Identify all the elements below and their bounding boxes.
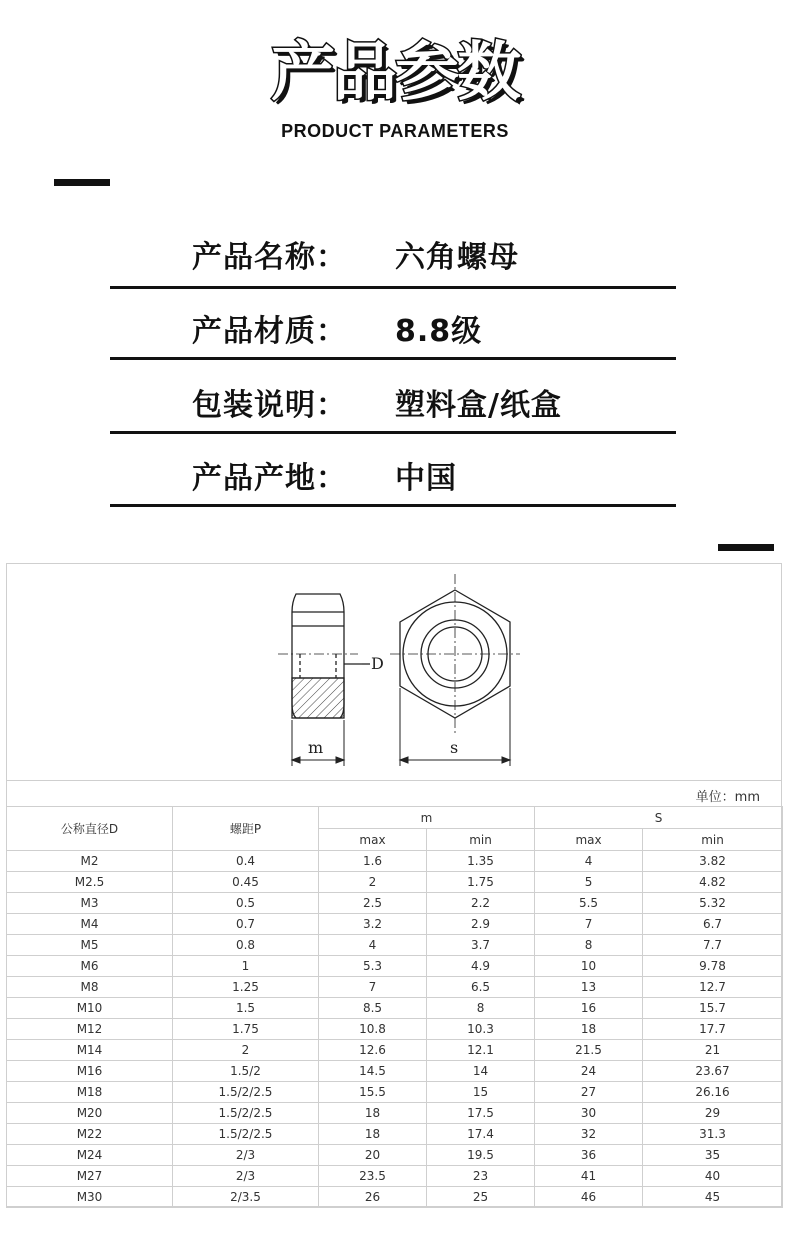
decorative-bar-right [718,544,774,551]
table-cell: 32 [535,1124,643,1145]
table-row [7,977,783,998]
sub-header-s-min: min [643,829,783,851]
table-cell: 3.2 [319,914,427,935]
page-title: 产品参数 [271,36,519,110]
table-cell: 8 [427,998,535,1019]
table-cell: 8.5 [319,998,427,1019]
table-cell: M2 [7,851,173,872]
table-cell: 15.7 [643,998,783,1019]
table-cell: M3 [7,893,173,914]
table-cell: 1.25 [173,977,319,998]
table-cell: 10.8 [319,1019,427,1040]
table-row [7,1124,783,1145]
table-cell: 29 [643,1103,783,1124]
table-cell: 0.7 [173,914,319,935]
table-cell: M5 [7,935,173,956]
param-row-material [110,290,676,360]
table-row [7,872,783,893]
table-cell: 17.5 [427,1103,535,1124]
table-cell: 5 [535,872,643,893]
param-value: 塑料盒/纸盒 [395,388,562,423]
label-m: m [308,738,324,757]
col-header-m: m [319,807,535,829]
table-cell: 0.8 [173,935,319,956]
table-cell: 12.7 [643,977,783,998]
table-cell: 3.82 [643,851,783,872]
param-row-name [110,216,676,286]
table-cell: 2/3 [173,1166,319,1187]
table-cell: 10 [535,956,643,977]
table-row [7,914,783,935]
table-row [7,1187,783,1208]
table-row [7,1040,783,1061]
table-cell: 4 [535,851,643,872]
table-cell: 1.75 [173,1019,319,1040]
table-cell: M4 [7,914,173,935]
table-cell: 15.5 [319,1082,427,1103]
param-row-origin [110,437,676,507]
table-cell: 16 [535,998,643,1019]
table-cell: 17.4 [427,1124,535,1145]
unit-note [6,780,782,806]
table-row [7,1061,783,1082]
table-cell: 18 [319,1124,427,1145]
table-cell: M12 [7,1019,173,1040]
table-row [7,1103,783,1124]
table-cell: 3.7 [427,935,535,956]
table-cell: 1 [173,956,319,977]
table-cell: 41 [535,1166,643,1187]
table-cell: 2.5 [319,893,427,914]
param-divider [110,431,676,434]
table-row [7,1145,783,1166]
table-cell: 24 [535,1061,643,1082]
table-cell: 26 [319,1187,427,1208]
table-cell: 6.5 [427,977,535,998]
table-cell: 19.5 [427,1145,535,1166]
table-cell: 21 [643,1040,783,1061]
table-cell: 7 [319,977,427,998]
spec-table-body [7,851,783,1208]
unit-label: 单位：mm [695,790,760,805]
table-cell: 1.75 [427,872,535,893]
table-row [7,1019,783,1040]
table-cell: 1.35 [427,851,535,872]
param-value: 六角螺母 [395,240,519,275]
table-cell: 31.3 [643,1124,783,1145]
table-cell: 18 [535,1019,643,1040]
table-cell: 0.4 [173,851,319,872]
sub-header-s-max: max [535,829,643,851]
table-cell: 2 [319,872,427,893]
table-row [7,1082,783,1103]
param-divider [110,357,676,360]
table-cell: 1.6 [319,851,427,872]
label-d: D [371,654,384,673]
table-cell: 1.5/2/2.5 [173,1124,319,1145]
table-cell: 17.7 [643,1019,783,1040]
table-cell: 36 [535,1145,643,1166]
table-cell: M27 [7,1166,173,1187]
table-cell: 15 [427,1082,535,1103]
table-cell: 27 [535,1082,643,1103]
param-row-packaging [110,364,676,434]
table-cell: M20 [7,1103,173,1124]
table-cell: 2 [173,1040,319,1061]
table-cell: 1.5/2/2.5 [173,1103,319,1124]
table-cell: 1.5 [173,998,319,1019]
table-cell: 2/3.5 [173,1187,319,1208]
table-row [7,935,783,956]
sub-header-m-max: max [319,829,427,851]
param-value: 8.8级 [395,314,483,349]
table-cell: 10.3 [427,1019,535,1040]
table-cell: M8 [7,977,173,998]
sub-header-m-min: min [427,829,535,851]
table-cell: 13 [535,977,643,998]
param-label: 产品名称： [192,240,347,275]
table-cell: M30 [7,1187,173,1208]
table-cell: 4 [319,935,427,956]
table-cell: 46 [535,1187,643,1208]
page-subtitle: PRODUCT PARAMETERS [281,121,509,141]
table-row [7,893,783,914]
col-header-nominal: 公称直径D [7,807,173,851]
table-cell: 35 [643,1145,783,1166]
table-cell: 5.3 [319,956,427,977]
table-cell: 23.5 [319,1166,427,1187]
param-label: 产品产地： [192,461,347,496]
hex-nut-drawing [270,568,530,773]
table-row [7,1166,783,1187]
col-header-pitch: 螺距P [173,807,319,851]
table-cell: 12.1 [427,1040,535,1061]
table-row [7,956,783,977]
table-cell: 4.9 [427,956,535,977]
table-cell: 23.67 [643,1061,783,1082]
table-cell: 6.7 [643,914,783,935]
param-label: 包装说明： [192,388,347,423]
table-cell: 2.9 [427,914,535,935]
table-cell: 2.2 [427,893,535,914]
table-cell: M14 [7,1040,173,1061]
nut-side-view [278,594,370,718]
param-divider [110,286,676,289]
table-cell: 1.5/2 [173,1061,319,1082]
decorative-bar-left [54,179,110,186]
table-row [7,998,783,1019]
table-cell: 4.82 [643,872,783,893]
table-cell: 21.5 [535,1040,643,1061]
table-cell: M16 [7,1061,173,1082]
table-cell: 20 [319,1145,427,1166]
param-value: 中国 [395,461,457,496]
table-cell: 12.6 [319,1040,427,1061]
table-cell: 26.16 [643,1082,783,1103]
table-cell: 25 [427,1187,535,1208]
spec-table [6,806,783,1208]
table-cell: 7 [535,914,643,935]
table-cell: M24 [7,1145,173,1166]
table-cell: M2.5 [7,872,173,893]
table-cell: 30 [535,1103,643,1124]
table-cell: M6 [7,956,173,977]
table-cell: 40 [643,1166,783,1187]
param-divider [110,504,676,507]
table-row [7,851,783,872]
nut-front-view [390,574,520,734]
param-label: 产品材质： [192,314,347,349]
table-cell: 8 [535,935,643,956]
col-header-s: S [535,807,783,829]
table-cell: M10 [7,998,173,1019]
table-cell: 0.5 [173,893,319,914]
table-cell: 45 [643,1187,783,1208]
table-cell: 23 [427,1166,535,1187]
table-cell: M22 [7,1124,173,1145]
table-cell: 14.5 [319,1061,427,1082]
table-cell: 1.5/2/2.5 [173,1082,319,1103]
table-cell: 18 [319,1103,427,1124]
table-cell: 5.32 [643,893,783,914]
table-cell: 14 [427,1061,535,1082]
table-cell: 7.7 [643,935,783,956]
table-cell: 0.45 [173,872,319,893]
label-s: s [450,738,459,757]
table-cell: 5.5 [535,893,643,914]
table-cell: 2/3 [173,1145,319,1166]
table-cell: 9.78 [643,956,783,977]
table-cell: M18 [7,1082,173,1103]
